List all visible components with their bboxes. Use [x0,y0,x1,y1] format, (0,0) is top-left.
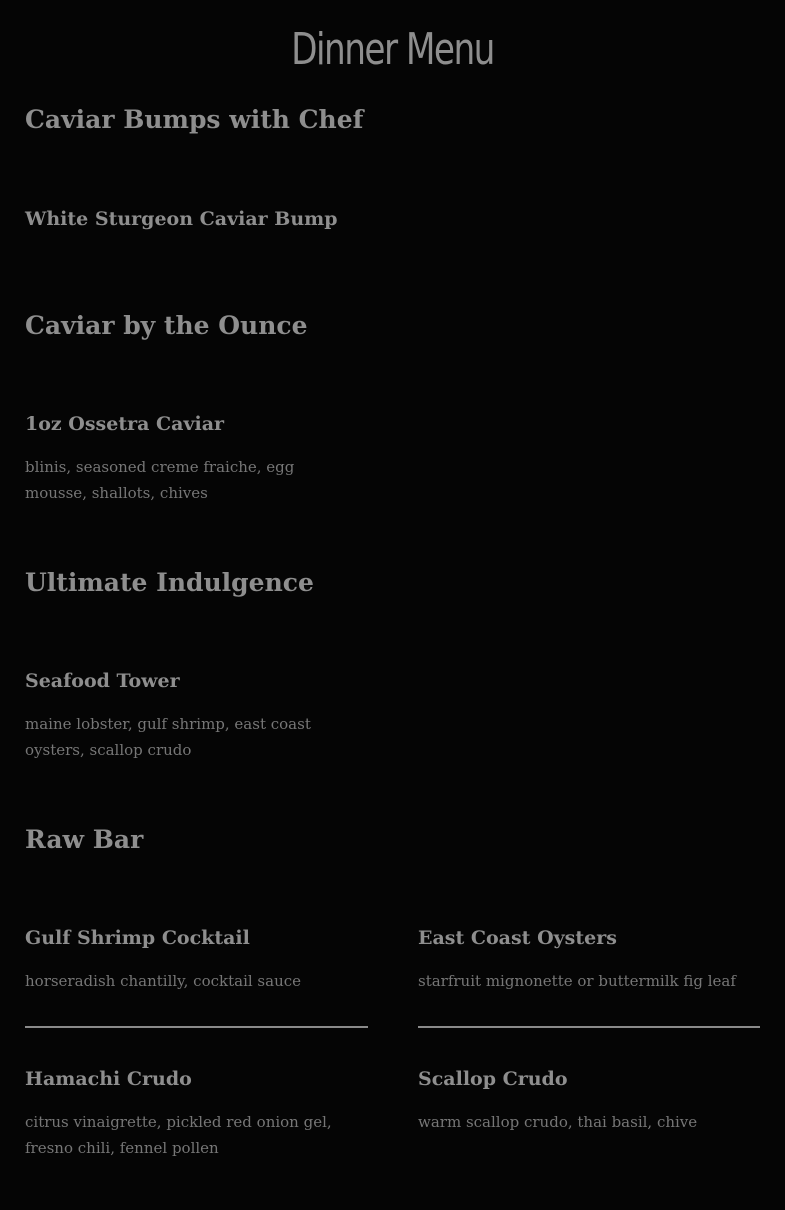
item-description: horseradish chantilly, cocktail sauce [25,972,302,990]
menu-item [25,210,368,229]
item-name: East Coast Oysters [418,927,617,949]
item-name: 1oz Ossetra Caviar [25,413,225,435]
item-description: blinis, seasoned creme fraiche, egg mousse, shallots, chives [25,458,295,502]
item-description: citrus vinaigrette, pickled red onion gel, fresno chili, fennel pollen [25,1113,332,1157]
item-description: maine lobster, gulf shrimp, east coast oysters, scallop crudo [25,715,311,759]
item-name: White Sturgeon Caviar Bump [25,208,338,230]
section-title-ultimate-indulgence: Ultimate Indulgence [25,568,314,597]
menu-item [25,415,368,506]
menu-item [418,929,761,994]
item-name: Gulf Shrimp Cocktail [25,927,250,949]
item-description: warm scallop crudo, thai basil, chive [418,1113,698,1131]
section-title-raw-bar: Raw Bar [25,825,144,854]
item-divider [25,1026,368,1028]
item-name: Seafood Tower [25,670,180,692]
menu-item [418,1070,761,1135]
item-name: Hamachi Crudo [25,1068,192,1090]
section-title-caviar-by-ounce: Caviar by the Ounce [25,311,308,340]
page-title: Dinner Menu [291,24,494,75]
item-name: Scallop Crudo [418,1068,568,1090]
menu-item [25,1070,368,1161]
menu-item [25,929,368,994]
item-description: starfruit mignonette or buttermilk fig leaf [418,972,736,990]
section-title-caviar-bumps: Caviar Bumps with Chef [25,105,364,134]
item-divider [418,1026,760,1028]
menu-item [25,672,368,763]
